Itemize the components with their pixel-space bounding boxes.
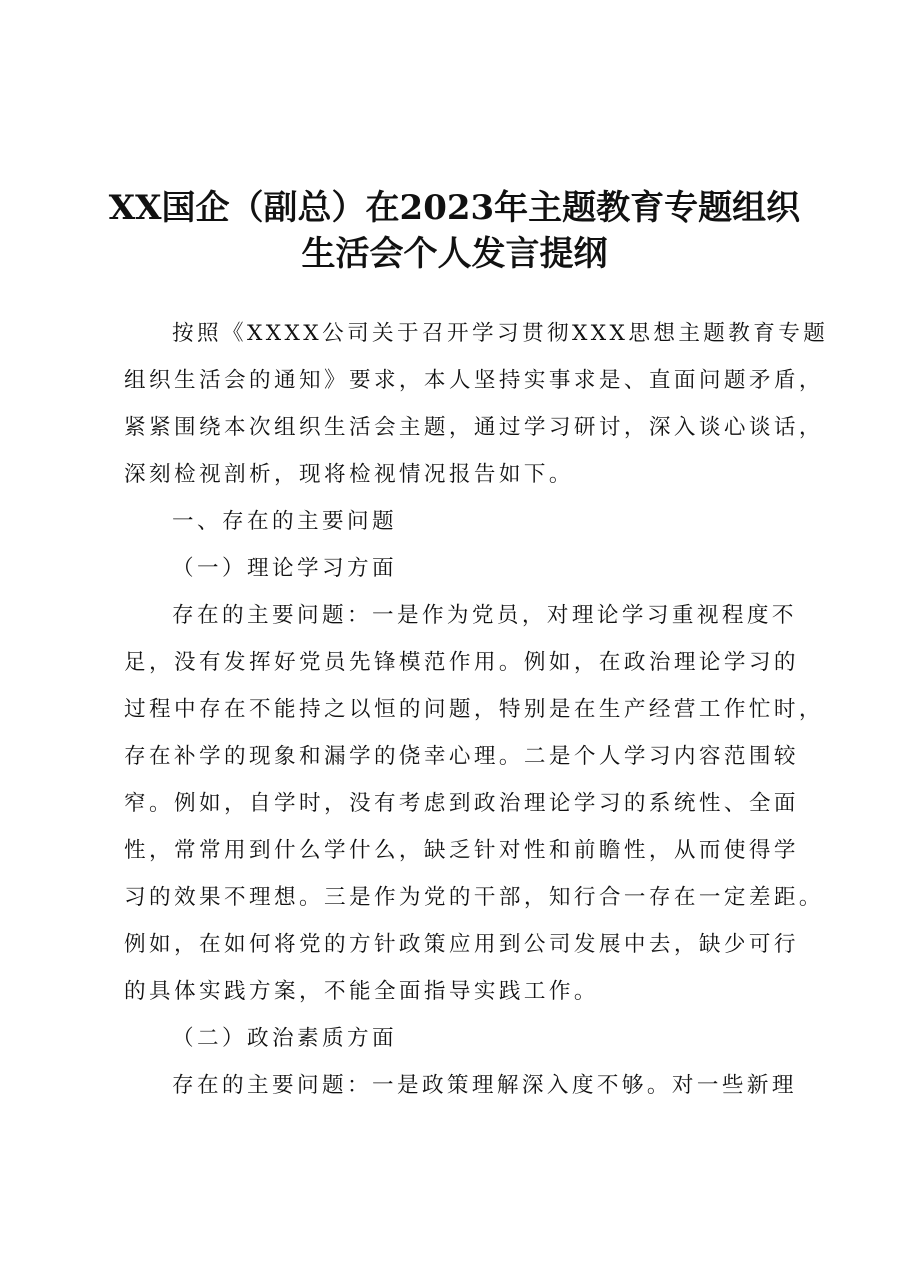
title-line-2: 生活会个人发言提纲 bbox=[301, 234, 608, 274]
paragraph-line: 按照《XXXX公司关于召开学习贯彻XXX思想主题教育专题 bbox=[172, 321, 829, 346]
subsection-heading: （一）理论学习方面 bbox=[172, 556, 397, 581]
document-body bbox=[124, 310, 829, 1109]
paragraph-line: 紧紧围绕本次组织生活会主题，通过学习研讨，深入谈心谈话， bbox=[124, 415, 824, 440]
paragraph-line: 性，常常用到什么学什么，缺乏针对性和前瞻性，从而使得学 bbox=[124, 838, 799, 863]
title-line-1: XX国企（副总）在2023年主题教育专题组织 bbox=[108, 188, 801, 228]
paragraph-line: 足，没有发挥好党员先锋模范作用。例如，在政治理论学习的 bbox=[124, 650, 799, 675]
paragraph-line: 习的效果不理想。三是作为党的干部，知行合一存在一定差距。 bbox=[124, 885, 824, 910]
paragraph-line: 例如，在如何将党的方针政策应用到公司发展中去，缺少可行 bbox=[124, 932, 799, 957]
paragraph-line: 过程中存在不能持之以恒的问题，特别是在生产经营工作忙时， bbox=[124, 697, 824, 722]
paragraph-line: 的具体实践方案，不能全面指导实践工作。 bbox=[124, 979, 599, 1004]
document-title bbox=[100, 185, 809, 277]
paragraph-line: 存在的主要问题：一是政策理解深入度不够。对一些新理 bbox=[172, 1073, 797, 1098]
section-heading: 一、存在的主要问题 bbox=[172, 509, 397, 534]
paragraph-line: 存在的主要问题：一是作为党员，对理论学习重视程度不 bbox=[172, 603, 797, 628]
paragraph-line: 深刻检视剖析，现将检视情况报告如下。 bbox=[124, 462, 574, 487]
subsection-heading: （二）政治素质方面 bbox=[172, 1026, 397, 1051]
paragraph-line: 组织生活会的通知》要求，本人坚持实事求是、直面问题矛盾， bbox=[124, 368, 824, 393]
paragraph-line: 窄。例如，自学时，没有考虑到政治理论学习的系统性、全面 bbox=[124, 791, 799, 816]
paragraph-line: 存在补学的现象和漏学的侥幸心理。二是个人学习内容范围较 bbox=[124, 744, 799, 769]
